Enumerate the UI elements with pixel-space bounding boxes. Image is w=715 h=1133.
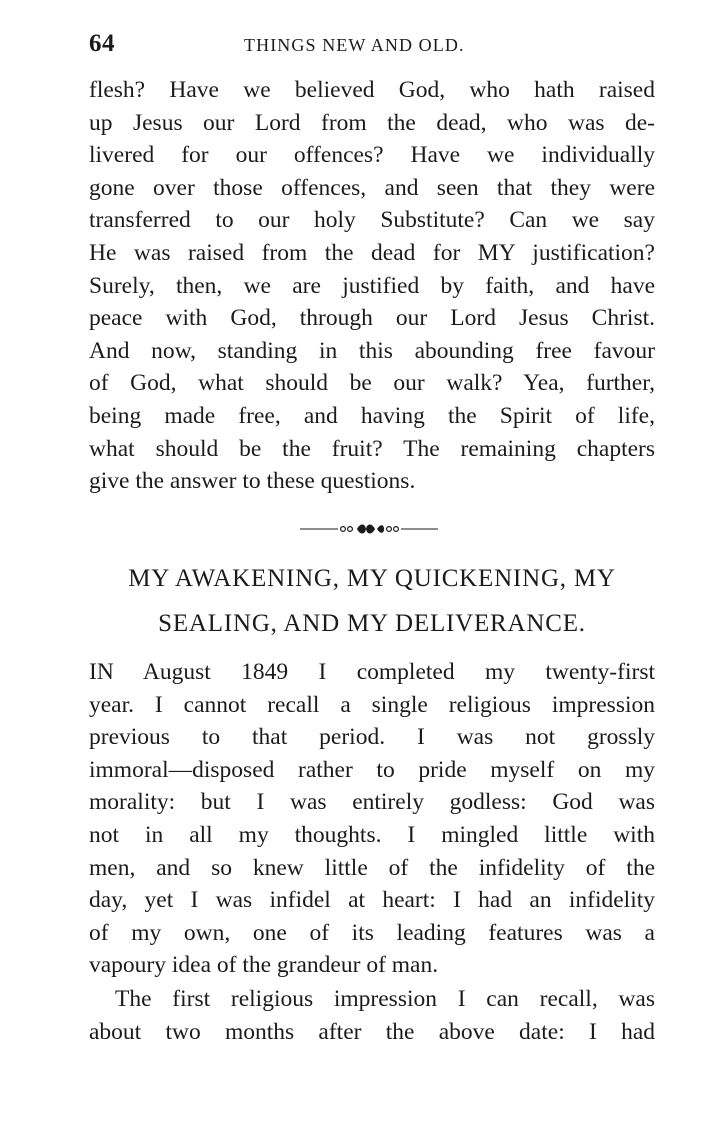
text-line: IN August 1849 I completed my twenty-first xyxy=(89,659,655,685)
text-line: peace with God, through our Lord Jesus Christ. xyxy=(89,305,655,332)
text-line: livered for our offences? Have we individually xyxy=(89,142,655,169)
running-title: THINGS NEW AND OLD. xyxy=(244,35,465,55)
article-heading-line-1: MY AWAKENING, MY QUICKENING, MY xyxy=(128,565,616,592)
page-number: 64 xyxy=(89,30,115,57)
paragraph-one xyxy=(89,74,655,498)
text-line: The first religious impression I can recall, was xyxy=(115,986,655,1012)
text-line: being made free, and having the Spirit of life, xyxy=(89,402,655,429)
text-line: transferred to our holy Substitute? Can we say xyxy=(89,207,655,234)
paragraph-two xyxy=(89,656,655,982)
text-line: men, and so knew little of the infidelity of the xyxy=(89,854,655,881)
text-line: vapoury idea of the grandeur of man. xyxy=(89,952,439,979)
running-head xyxy=(89,30,659,60)
text-line: not in all my thoughts. I mingled little with xyxy=(89,821,655,848)
text-line: year. I cannot recall a single religious impression xyxy=(89,691,655,718)
text-line: of God, what should be our walk? Yea, further, xyxy=(89,370,655,397)
text-line: what should be the fruit? The remaining chapters xyxy=(89,435,655,462)
text-line: day, yet I was infidel at heart: I had an infidelity xyxy=(89,887,655,914)
text-line: gone over those offences, and seen that they were xyxy=(89,174,655,201)
text-line: He was raised from the dead for MY justification? xyxy=(89,239,655,266)
text-line: about two months after the above date: I had xyxy=(89,1018,655,1045)
text-line: Surely, then, we are justified by faith, and have xyxy=(89,272,655,299)
text-line: of my own, one of its leading features was a xyxy=(89,919,655,946)
section-ornament xyxy=(300,522,438,536)
text-line: give the answer to these questions. xyxy=(89,468,416,495)
text-line: morality: but I was entirely godless: God was xyxy=(89,789,655,816)
text-line: up Jesus our Lord from the dead, who was de- xyxy=(89,109,655,136)
text-line: And now, standing in this abounding free favour xyxy=(89,337,655,364)
text-line: flesh? Have we believed God, who hath raised xyxy=(89,77,655,103)
paragraph-three xyxy=(89,983,655,1048)
text-line: previous to that period. I was not grossly xyxy=(89,724,655,751)
article-heading-line-2: SEALING, AND MY DELIVERANCE. xyxy=(158,610,586,637)
text-line: immoral—disposed rather to pride myself on my xyxy=(89,756,655,783)
